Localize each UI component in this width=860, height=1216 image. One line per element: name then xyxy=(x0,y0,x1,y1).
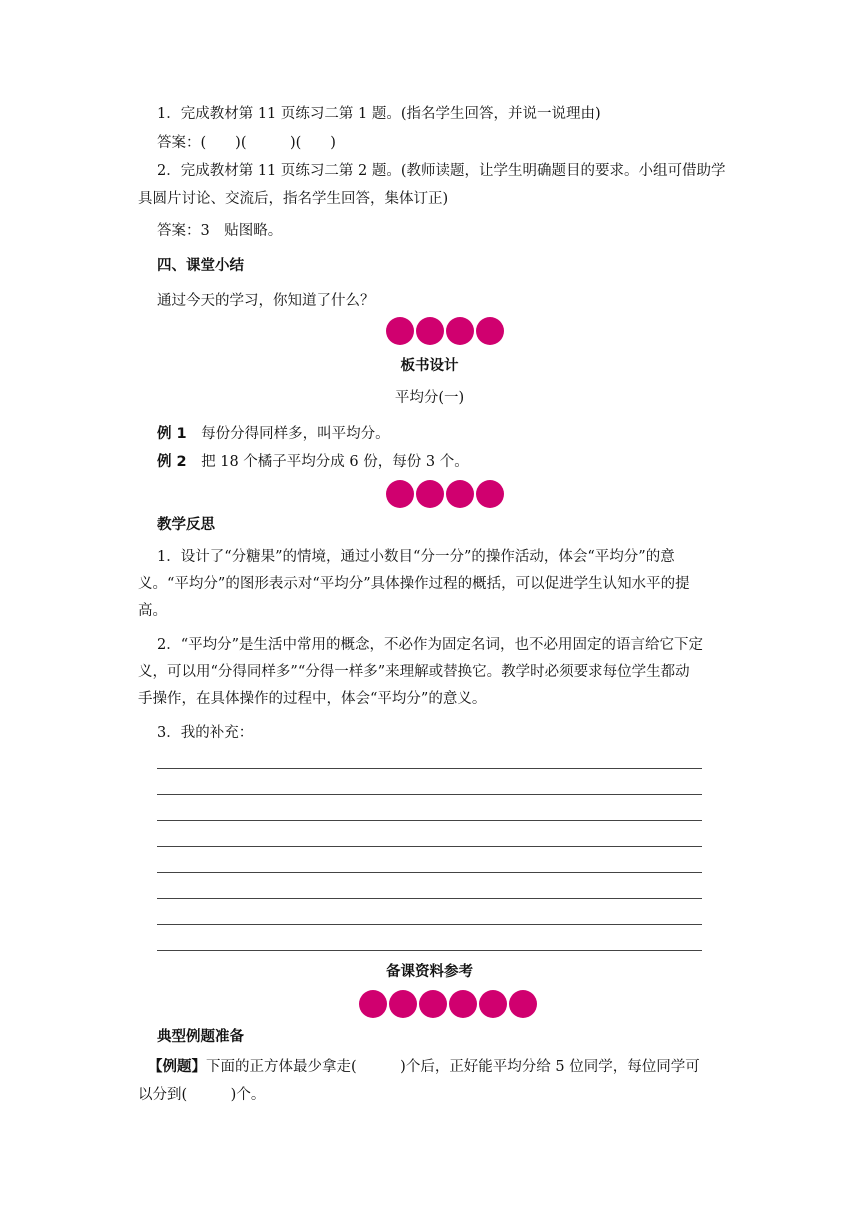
answer-1: 答案：( )( )( ) xyxy=(157,135,336,151)
example-label: 【例题】 xyxy=(148,1059,206,1075)
reference-subtitle: 典型例题准备 xyxy=(157,1029,244,1045)
dot-icon xyxy=(359,990,387,1018)
example-text-a: 下面的正方体最少拿走( )个后，正好能平均分给 5 位同学，每位同学可 xyxy=(206,1059,700,1075)
dot-icon xyxy=(476,317,504,345)
summary-question: 通过今天的学习，你知道了什么？ xyxy=(157,293,375,309)
blank-line xyxy=(157,846,702,847)
dot-icon xyxy=(479,990,507,1018)
reference-title: 备课资料参考 xyxy=(386,964,473,980)
exercise-2-line-a: 2．完成教材第 11 页练习二第 2 题。(教师读题，让学生明确题目的要求。小组可借助学 xyxy=(157,163,726,179)
dot-icon xyxy=(509,990,537,1018)
blank-line xyxy=(157,950,702,951)
answer-2: 答案：3 贴图略。 xyxy=(157,223,283,239)
example-2-text: 把 18 个橘子平均分成 6 份，每份 3 个。 xyxy=(186,454,469,470)
decorative-dots-1 xyxy=(386,317,504,347)
reflection-p2-c: 手操作，在具体操作的过程中，体会“平均分”的意义。 xyxy=(138,691,487,707)
reference-example-a xyxy=(148,1054,728,1081)
dot-icon xyxy=(416,480,444,508)
example-1-label: 例 1 xyxy=(157,426,187,442)
board-example-2 xyxy=(157,449,737,476)
dot-icon xyxy=(386,317,414,345)
dot-icon xyxy=(446,317,474,345)
reflection-p1-c: 高。 xyxy=(138,603,167,619)
dot-icon xyxy=(449,990,477,1018)
reflection-title: 教学反思 xyxy=(157,517,215,533)
dot-icon xyxy=(476,480,504,508)
reflection-p3: 3．我的补充： xyxy=(157,725,254,741)
dot-icon xyxy=(446,480,474,508)
dot-icon xyxy=(386,480,414,508)
reference-example-b: 以分到( )个。 xyxy=(138,1087,266,1103)
blank-line xyxy=(157,924,702,925)
decorative-dots-2 xyxy=(386,480,504,510)
dot-icon xyxy=(419,990,447,1018)
blank-line xyxy=(157,872,702,873)
blank-line xyxy=(157,794,702,795)
reflection-p1-a: 1．设计了“分糖果”的情境，通过小数目“分一分”的操作活动，体会“平均分”的意 xyxy=(157,549,675,565)
reflection-p1-b: 义。“平均分”的图形表示对“平均分”具体操作过程的概括，可以促进学生认知水平的提 xyxy=(138,576,690,592)
section-summary-heading: 四、课堂小结 xyxy=(157,258,244,274)
blank-line xyxy=(157,898,702,899)
reflection-p2-b: 义，可以用“分得同样多”“分得一样多”来理解或替换它。教学时必须要求每位学生都动 xyxy=(138,664,690,680)
blank-line xyxy=(157,820,702,821)
dot-icon xyxy=(416,317,444,345)
board-example-1 xyxy=(157,421,737,448)
board-design-subtitle: 平均分(一) xyxy=(394,390,465,406)
example-1-text: 每份分得同样多，叫平均分。 xyxy=(186,426,390,442)
exercise-1: 1．完成教材第 11 页练习二第 1 题。(指名学生回答，并说一说理由) xyxy=(157,106,601,122)
board-design-title: 板书设计 xyxy=(400,358,459,374)
blank-line xyxy=(157,768,702,769)
decorative-dots-3 xyxy=(359,990,537,1020)
reflection-p2-a: 2．“平均分”是生活中常用的概念，不必作为固定名词，也不必用固定的语言给它下定 xyxy=(157,637,704,653)
exercise-2-line-b: 具圆片讨论、交流后，指名学生回答，集体订正) xyxy=(138,191,449,207)
dot-icon xyxy=(389,990,417,1018)
example-2-label: 例 2 xyxy=(157,454,187,470)
